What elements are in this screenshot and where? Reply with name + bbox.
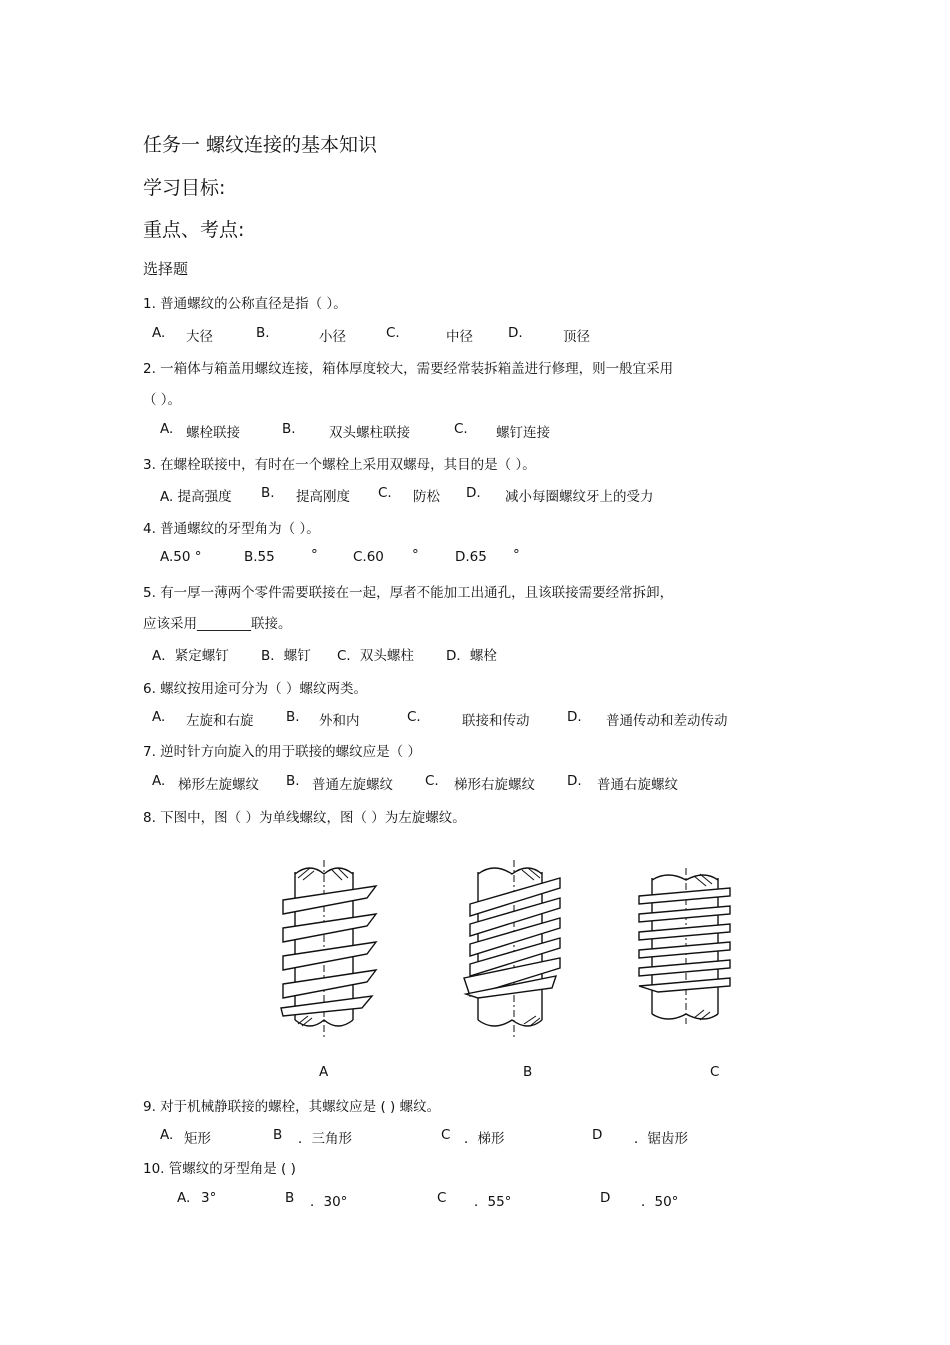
- q10-option-b-text: ．30°: [310, 1194, 348, 1210]
- q10-option-c-text: ．55°: [474, 1194, 512, 1210]
- q2-option-c-letter: C.: [454, 421, 468, 437]
- q6-option-d-text: 普通传动和差动传动: [606, 713, 728, 729]
- question-2-stem: 2. 一箱体与箱盖用螺纹连接，箱体厚度较大，需要经常装拆箱盖进行修理，则一般宜采用: [143, 361, 674, 377]
- q3-option-d-letter: D.: [466, 485, 481, 501]
- q3-option-d-text: 减小每圈螺纹牙上的受力: [505, 489, 654, 505]
- q7-option-c-letter: C.: [425, 773, 439, 789]
- q2-option-b-letter: B.: [282, 421, 296, 437]
- q1-option-b-letter: B.: [256, 325, 270, 341]
- q1-option-d-letter: D.: [508, 325, 523, 341]
- q1-option-c-text: 中径: [446, 329, 473, 345]
- question-7-stem: 7. 逆时针方向旋入的用于联接的螺纹应是（ ）: [143, 744, 421, 760]
- q5-option-c: C．双头螺柱: [337, 648, 414, 664]
- q4-option-b-degree: °: [311, 547, 318, 563]
- figure-label-b: B: [523, 1064, 533, 1080]
- q7-option-b-letter: B.: [286, 773, 300, 789]
- q6-option-b-text: 外和内: [319, 713, 360, 729]
- q2-option-a-text: 螺栓联接: [186, 425, 240, 441]
- q3-option-c-text: 防松: [413, 489, 440, 505]
- q10-option-d-letter: D: [600, 1190, 611, 1206]
- q10-option-a-text: 3°: [201, 1190, 217, 1206]
- key-points-heading: 重点、考点:: [143, 219, 245, 241]
- q1-option-a-letter: A.: [152, 325, 166, 341]
- q7-option-b-text: 普通左旋螺纹: [312, 777, 393, 793]
- q6-option-c-letter: C.: [407, 709, 421, 725]
- q5-option-d: D．螺栓: [446, 648, 497, 664]
- q7-option-c-text: 梯形右旋螺纹: [454, 777, 535, 793]
- q6-option-c-text: 联接和传动: [462, 713, 530, 729]
- q9-option-a-text: 矩形: [184, 1131, 211, 1147]
- q4-option-a: A.50 °: [160, 549, 202, 565]
- q10-option-a-letter: A.: [177, 1190, 191, 1206]
- thread-figure-c: [634, 866, 739, 1026]
- question-1-stem: 1. 普通螺纹的公称直径是指（ ）。: [143, 296, 347, 312]
- q1-option-a-text: 大径: [186, 329, 213, 345]
- q6-option-d-letter: D.: [567, 709, 582, 725]
- q1-option-d-text: 顶径: [563, 329, 590, 345]
- q2-option-b-text: 双头螺柱联接: [329, 425, 410, 441]
- q9-option-c-letter: C: [441, 1127, 451, 1143]
- q9-option-d-letter: D: [592, 1127, 603, 1143]
- q9-option-b-text: ．三角形: [298, 1131, 352, 1147]
- question-5-stem: 5. 有一厚一薄两个零件需要联接在一起，厚者不能加工出通孔，且该联接需要经常拆卸，: [143, 585, 674, 601]
- thread-figure-b: [460, 858, 570, 1040]
- figure-label-a: A: [319, 1064, 329, 1080]
- q2-option-a-letter: A.: [160, 421, 174, 437]
- q1-option-b-text: 小径: [319, 329, 346, 345]
- q10-option-c-letter: C: [437, 1190, 447, 1206]
- q9-option-d-text: ．锯齿形: [634, 1131, 688, 1147]
- figure-label-c: C: [710, 1064, 720, 1080]
- learning-goals-heading: 学习目标:: [143, 177, 226, 199]
- question-9-stem: 9. 对于机械静联接的螺栓，其螺纹应是 ( ) 螺纹。: [143, 1099, 441, 1115]
- question-6-stem: 6. 螺纹按用途可分为（ ）螺纹两类。: [143, 681, 367, 697]
- q7-option-a-text: 梯形左旋螺纹: [178, 777, 259, 793]
- q5-option-a: A．紧定螺钉: [152, 648, 229, 664]
- q4-option-c: C.60: [353, 549, 384, 565]
- page-title: 任务一 螺纹连接的基本知识: [143, 134, 378, 156]
- q9-option-a-letter: A.: [160, 1127, 174, 1143]
- q3-option-a: A. 提高强度: [160, 489, 232, 505]
- q2-option-c-text: 螺钉连接: [496, 425, 550, 441]
- q10-option-d-text: ．50°: [641, 1194, 679, 1210]
- question-5-stem-continued: 应该采用________联接。: [143, 616, 292, 632]
- q6-option-a-letter: A.: [152, 709, 166, 725]
- q7-option-d-text: 普通右旋螺纹: [597, 777, 678, 793]
- question-8-stem: 8. 下图中，图（ ）为单线螺纹，图（ ）为左旋螺纹。: [143, 810, 466, 826]
- q7-option-d-letter: D.: [567, 773, 582, 789]
- q4-option-d-degree: °: [513, 547, 520, 563]
- question-3-stem: 3. 在螺栓联接中，有时在一个螺栓上采用双螺母，其目的是（ ）。: [143, 457, 536, 473]
- q5-option-b: B．螺钉: [261, 648, 311, 664]
- q4-option-c-degree: °: [412, 547, 419, 563]
- choice-section-heading: 选择题: [143, 260, 189, 278]
- q7-option-a-letter: A.: [152, 773, 166, 789]
- thread-figure-a: [276, 858, 386, 1040]
- q6-option-b-letter: B.: [286, 709, 300, 725]
- q3-option-c-letter: C.: [378, 485, 392, 501]
- q10-option-b-letter: B: [285, 1190, 295, 1206]
- q3-option-b-letter: B.: [261, 485, 275, 501]
- q9-option-b-letter: B: [273, 1127, 283, 1143]
- q6-option-a-text: 左旋和右旋: [186, 713, 254, 729]
- q4-option-d: D.65: [455, 549, 487, 565]
- question-10-stem: 10. 管螺纹的牙型角是 ( ): [143, 1161, 296, 1177]
- question-2-stem-continued: （ ）。: [143, 392, 182, 408]
- q3-option-b-text: 提高刚度: [296, 489, 350, 505]
- q1-option-c-letter: C.: [386, 325, 400, 341]
- q9-option-c-text: ．梯形: [464, 1131, 505, 1147]
- question-4-stem: 4. 普通螺纹的牙型角为（ ）。: [143, 521, 320, 537]
- q4-option-b: B.55: [244, 549, 275, 565]
